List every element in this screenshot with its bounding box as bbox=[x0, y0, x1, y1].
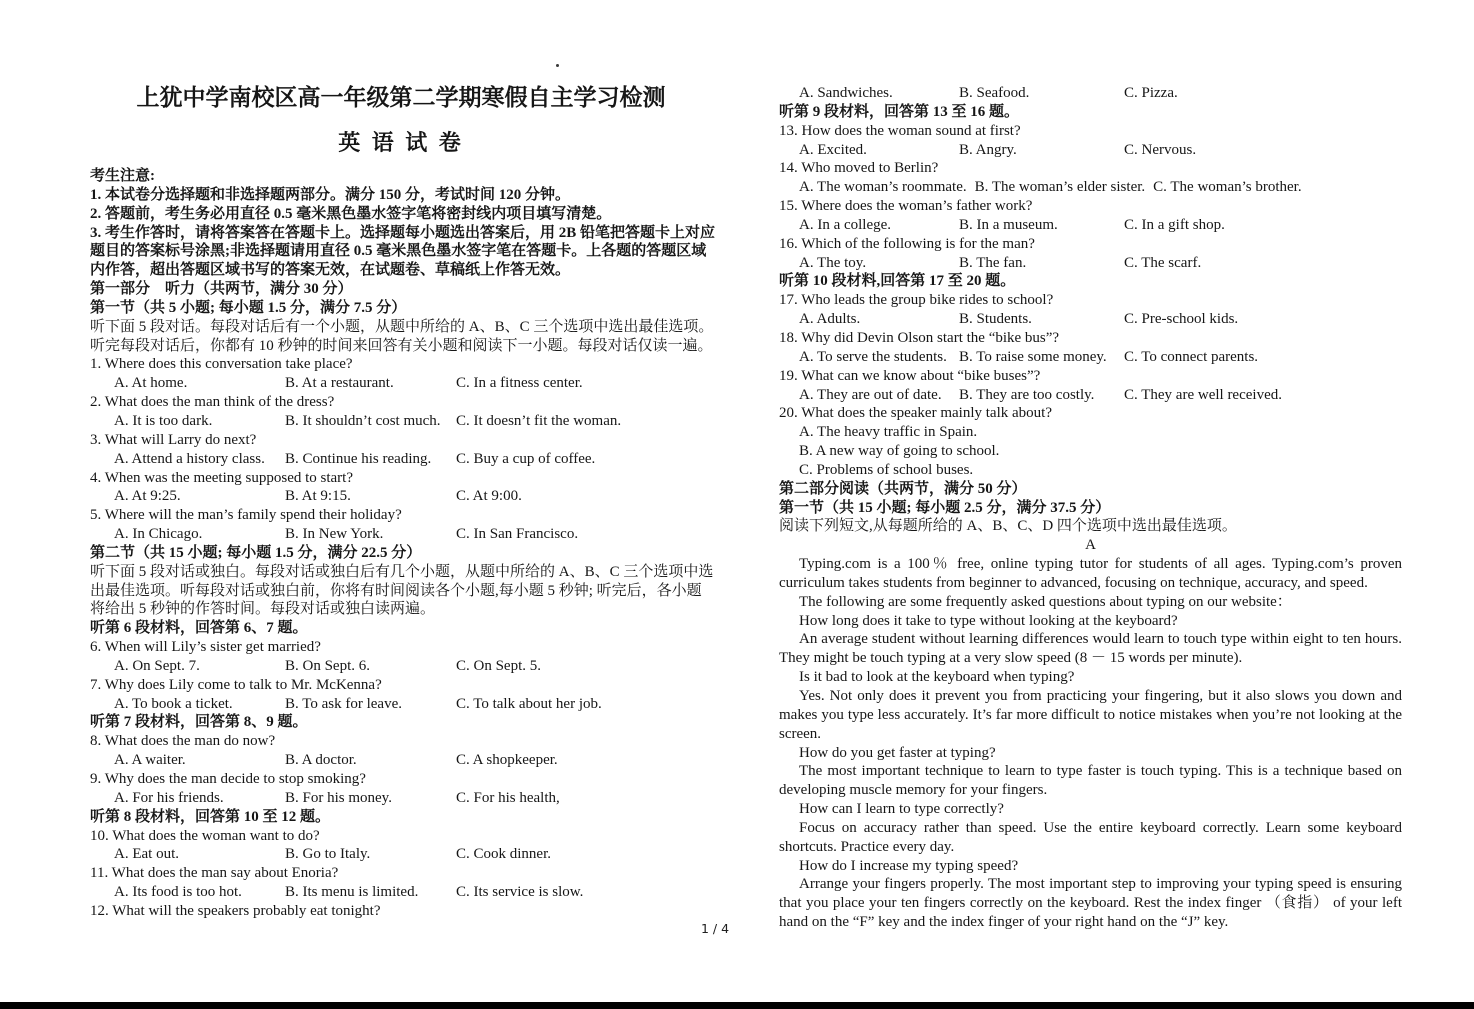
option-c: C. At 9:00. bbox=[456, 488, 522, 505]
option-b: B. To ask for leave. bbox=[285, 695, 402, 712]
options-row bbox=[90, 450, 747, 469]
text-line: How do I increase my typing speed? bbox=[799, 857, 1019, 874]
text-line: 1. Where does this conversation take place? bbox=[90, 356, 353, 373]
text-line: 2. What does the man think of the dress? bbox=[90, 394, 335, 411]
option-b: B. Its menu is limited. bbox=[285, 884, 419, 901]
options-row bbox=[779, 216, 1402, 235]
text-line: 5. Where will the man’s family spend their holiday? bbox=[90, 507, 402, 524]
option-a: A. It is too dark. bbox=[114, 412, 213, 429]
option-c: C. Pizza. bbox=[1124, 85, 1178, 101]
options-row bbox=[90, 412, 747, 431]
option-a: A. A waiter. bbox=[114, 752, 186, 769]
option-c: C. To talk about her job. bbox=[456, 695, 602, 712]
text-line: 将给出 5 秒钟的作答时间。每段对话或独白读两遍。 bbox=[90, 601, 436, 618]
option-c: C. Buy a cup of coffee. bbox=[456, 450, 596, 467]
options-row bbox=[779, 141, 1402, 160]
option-a: A. They are out of date. bbox=[799, 386, 942, 403]
page-number: 1 / 4 bbox=[701, 921, 730, 936]
heading-line: 考生注意: bbox=[90, 168, 155, 184]
option-c: C. Its service is slow. bbox=[456, 884, 584, 901]
options-row bbox=[90, 789, 747, 808]
option-c: C. To connect parents. bbox=[1124, 348, 1259, 365]
text-line: The following are some frequently asked questions about typing on our website： bbox=[799, 593, 1292, 610]
options-row bbox=[779, 348, 1402, 367]
heading-line: 听第 7 段材料，回答第 8、9 题。 bbox=[90, 714, 308, 731]
options-row bbox=[90, 845, 747, 864]
option-a: A. Adults. bbox=[799, 311, 861, 328]
option-b: B. For his money. bbox=[285, 789, 392, 806]
options-row bbox=[90, 883, 747, 902]
text-line: 6. When will Lily’s sister get married? bbox=[90, 639, 321, 656]
option-a: A. For his friends. bbox=[114, 789, 224, 806]
heading-line: 听第 6 段材料，回答第 6、7 题。 bbox=[90, 620, 308, 637]
option-a: A. Sandwiches. bbox=[799, 85, 893, 101]
option-b: B. The woman’s elder sister. bbox=[974, 179, 1146, 196]
option-c: C. A shopkeeper. bbox=[456, 752, 558, 769]
heading-line: 第一部分 听力（共两节，满分 30 分） bbox=[90, 281, 353, 298]
text-line: screen. bbox=[779, 725, 822, 742]
options-row bbox=[90, 751, 747, 770]
heading-line: 听第 8 段材料，回答第 10 至 12 题。 bbox=[90, 808, 331, 825]
text-line: 9. Why does the man decide to stop smoking? bbox=[90, 771, 366, 787]
text-line: 10. What does the woman want to do? bbox=[90, 827, 320, 844]
text-line: developing muscle memory for your fingers. bbox=[779, 782, 1048, 799]
text-line: Typing.com is a 100％ free, online typing tutor for students of all ages. Typing.com’s proven bbox=[799, 556, 1402, 573]
heading-line: 2. 答题前，考生务必用直径 0.5 毫米黑色墨水签字笔将密封线内项目填写清楚。 bbox=[90, 205, 612, 222]
exam-subtitle: 英 语 试 卷 bbox=[338, 130, 464, 155]
heading-line: 题目的答案标号涂黑;非选择题请用直径 0.5 毫米黑色墨水签字笔在答题卡。上各题的答题区域 bbox=[90, 243, 707, 260]
text-line: 听下面 5 段对话或独白。每段对话或独白后有几个小题，从题中所给的 A、B、C 三个选项中选 bbox=[90, 563, 714, 580]
option-b: B. Continue his reading. bbox=[285, 450, 432, 467]
left-column bbox=[90, 167, 747, 921]
option-a: A. Eat out. bbox=[114, 846, 179, 863]
option-b: B. At 9:15. bbox=[285, 488, 351, 505]
option-c: C. On Sept. 5. bbox=[456, 657, 542, 674]
heading-line: 1. 本试卷分选择题和非选择题两部分。满分 150 分，考试时间 120 分钟。 bbox=[90, 186, 571, 203]
text-line: 听完每段对话后，你都有 10 秒钟的时间来回答有关小题和阅读下一小题。每段对话仅读一遍。 bbox=[90, 337, 713, 354]
option-c: C. Pre-school kids. bbox=[1124, 311, 1239, 328]
option-a: A. At home. bbox=[114, 375, 188, 392]
text-line: Focus on accuracy rather than speed. Use the entire keyboard correctly. Learn some keyboard bbox=[799, 819, 1402, 836]
option-a: A. At 9:25. bbox=[114, 488, 181, 505]
exam-header bbox=[90, 84, 712, 157]
option-b: B. The fan. bbox=[959, 254, 1027, 271]
text-line: 19. What can we know about “bike buses”? bbox=[779, 367, 1041, 384]
option-b: B. At a restaurant. bbox=[285, 375, 394, 392]
text-line: The most important technique to learn to type faster is touch typing. This is a technique based on bbox=[799, 763, 1402, 780]
option-c: C. The scarf. bbox=[1124, 254, 1202, 271]
option-b: B. Seafood. bbox=[959, 85, 1030, 101]
heading-line: 第二部分阅读（共两节，满分 50 分） bbox=[779, 480, 1027, 497]
text-line: 16. Which of the following is for the man? bbox=[779, 235, 1035, 252]
text-line: How can I learn to type correctly? bbox=[799, 801, 1004, 818]
text-line: 13. How does the woman sound at first? bbox=[779, 122, 1021, 139]
option-c: C. Cook dinner. bbox=[456, 846, 552, 863]
text-line: 14. Who moved to Berlin? bbox=[779, 160, 939, 177]
options-row bbox=[779, 310, 1402, 329]
option-b: B. They are too costly. bbox=[959, 386, 1095, 403]
option-c: C. Nervous. bbox=[1124, 141, 1197, 158]
text-line: Arrange your fingers properly. The most important step to improving your typing speed is ensuring bbox=[799, 876, 1402, 893]
text-line: 20. What does the speaker mainly talk about? bbox=[779, 405, 1052, 422]
option-a: A. The woman’s roommate. bbox=[799, 179, 967, 196]
scan-speck-dot bbox=[556, 64, 559, 67]
option-a: A. The toy. bbox=[799, 254, 867, 271]
options-row bbox=[779, 84, 1402, 103]
option-a: A. In Chicago. bbox=[114, 526, 203, 543]
option-a: A. Attend a history class. bbox=[114, 450, 265, 467]
text-line: 17. Who leads the group bike rides to school? bbox=[779, 292, 1054, 309]
bottom-black-bar bbox=[0, 1002, 1474, 1009]
text-line: An average student without learning differences would learn to touch type within eight to ten hours. bbox=[799, 631, 1402, 648]
options-row bbox=[779, 254, 1402, 273]
option-c: C. In a gift shop. bbox=[1124, 216, 1225, 233]
text-line: that you place your ten fingers correctly on the keyboard. Rest the index finger （食指） of your left bbox=[779, 895, 1402, 912]
text-line: How do you get faster at typing? bbox=[799, 744, 996, 761]
option-c: C. In a fitness center. bbox=[456, 375, 583, 392]
options-row bbox=[779, 386, 1402, 405]
right-column bbox=[779, 84, 1402, 932]
text-line: hand on the “F” key and the index finger of your right hand on the “J” key. bbox=[779, 914, 1229, 931]
options-row bbox=[90, 657, 747, 676]
option-a: A. On Sept. 7. bbox=[114, 657, 200, 674]
text-line: makes you type less accurately. It’s far more difficult to notice mistakes when you’re not looking at the bbox=[779, 706, 1402, 723]
option-b: B. On Sept. 6. bbox=[285, 657, 371, 674]
option-b: B. It shouldn’t cost much. bbox=[285, 412, 441, 429]
option-b: B. A doctor. bbox=[285, 752, 357, 769]
option-b: B. Students. bbox=[959, 311, 1032, 328]
text-line: 3. What will Larry do next? bbox=[90, 431, 257, 448]
text-line: 18. Why did Devin Olson start the “bike bus”? bbox=[779, 329, 1060, 346]
text-line: 8. What does the man do now? bbox=[90, 733, 276, 750]
option-line: A. The heavy traffic in Spain. bbox=[799, 424, 978, 441]
text-line: Is it bad to look at the keyboard when typing? bbox=[799, 669, 1075, 686]
text-line: 4. When was the meeting supposed to start? bbox=[90, 469, 353, 486]
option-a: A. To serve the students. bbox=[799, 348, 947, 365]
options-row bbox=[90, 374, 747, 393]
option-c: C. They are well received. bbox=[1124, 386, 1282, 403]
heading-line: 第一节（共 5 小题; 每小题 1.5 分，满分 7.5 分） bbox=[90, 299, 407, 316]
text-line: 7. Why does Lily come to talk to Mr. McKenna? bbox=[90, 676, 382, 693]
option-b: B. To raise some money. bbox=[959, 348, 1107, 365]
text-line: shortcuts. Practice every day. bbox=[779, 838, 955, 855]
text-line: 15. Where does the woman’s father work? bbox=[779, 198, 1033, 215]
option-c: C. In San Francisco. bbox=[456, 526, 579, 543]
text-line: Yes. Not only does it prevent you from practicing your fingering, but it also slows you down and bbox=[799, 688, 1402, 704]
text-line: 11. What does the man say about Enoria? bbox=[90, 865, 339, 882]
passage-label: A bbox=[1085, 537, 1096, 554]
option-b: B. Go to Italy. bbox=[285, 846, 371, 863]
heading-line: 3. 考生作答时，请将答案答在答题卡上。选择题每小题选出答案后，用 2B 铅笔把答题卡上对应 bbox=[90, 224, 716, 241]
option-a: A. Its food is too hot. bbox=[114, 884, 242, 901]
text-line: 12. What will the speakers probably eat tonight? bbox=[90, 902, 381, 919]
option-a: A. In a college. bbox=[799, 216, 892, 233]
text-line: They might be touch typing at a very slow speed (8 － 15 words per minute). bbox=[779, 650, 1243, 667]
text-line: 听下面 5 段对话。每段对话后有一个小题，从题中所给的 A、B、C 三个选项中选出最佳选项。 bbox=[90, 318, 714, 335]
heading-line: 第二节（共 15 小题; 每小题 1.5 分，满分 22.5 分） bbox=[90, 544, 422, 561]
option-b: B. Angry. bbox=[959, 141, 1017, 158]
text-line: 出最佳选项。听每段对话或独白前，你将有时间阅读各个小题,每小题 5 秒钟; 听完后，各小题 bbox=[90, 582, 702, 599]
options-row bbox=[90, 525, 747, 544]
option-c: C. It doesn’t fit the woman. bbox=[456, 412, 622, 429]
options-row bbox=[90, 487, 747, 506]
options-row bbox=[779, 178, 1402, 197]
option-line: B. A new way of going to school. bbox=[799, 443, 1000, 460]
option-c: C. For his health, bbox=[456, 789, 560, 806]
heading-line: 听第 10 段材料,回答第 17 至 20 题。 bbox=[779, 273, 1016, 290]
option-line: C. Problems of school buses. bbox=[799, 461, 974, 478]
heading-line: 听第 9 段材料，回答第 13 至 16 题。 bbox=[779, 103, 1020, 120]
exam-title: 上犹中学南校区高一年级第二学期寒假自主学习检测 bbox=[136, 85, 666, 110]
option-a: A. To book a ticket. bbox=[114, 695, 233, 712]
option-a: A. Excited. bbox=[799, 141, 867, 158]
option-c: C. The woman’s brother. bbox=[1153, 179, 1302, 196]
text-line: How long does it take to type without looking at the keyboard? bbox=[799, 612, 1178, 629]
text-line: 阅读下列短文,从每题所给的 A、B、C、D 四个选项中选出最佳选项。 bbox=[779, 518, 1237, 535]
heading-line: 内作答，超出答题区域书写的答案无效，在试题卷、草稿纸上作答无效。 bbox=[90, 262, 571, 279]
option-b: B. In New York. bbox=[285, 526, 384, 543]
options-row bbox=[90, 695, 747, 714]
option-b: B. In a museum. bbox=[959, 216, 1058, 233]
text-line: curriculum takes students from beginner to advanced, focusing on technique, accuracy, and speed. bbox=[779, 574, 1368, 591]
heading-line: 第一节（共 15 小题; 每小题 2.5 分，满分 37.5 分） bbox=[779, 499, 1111, 516]
